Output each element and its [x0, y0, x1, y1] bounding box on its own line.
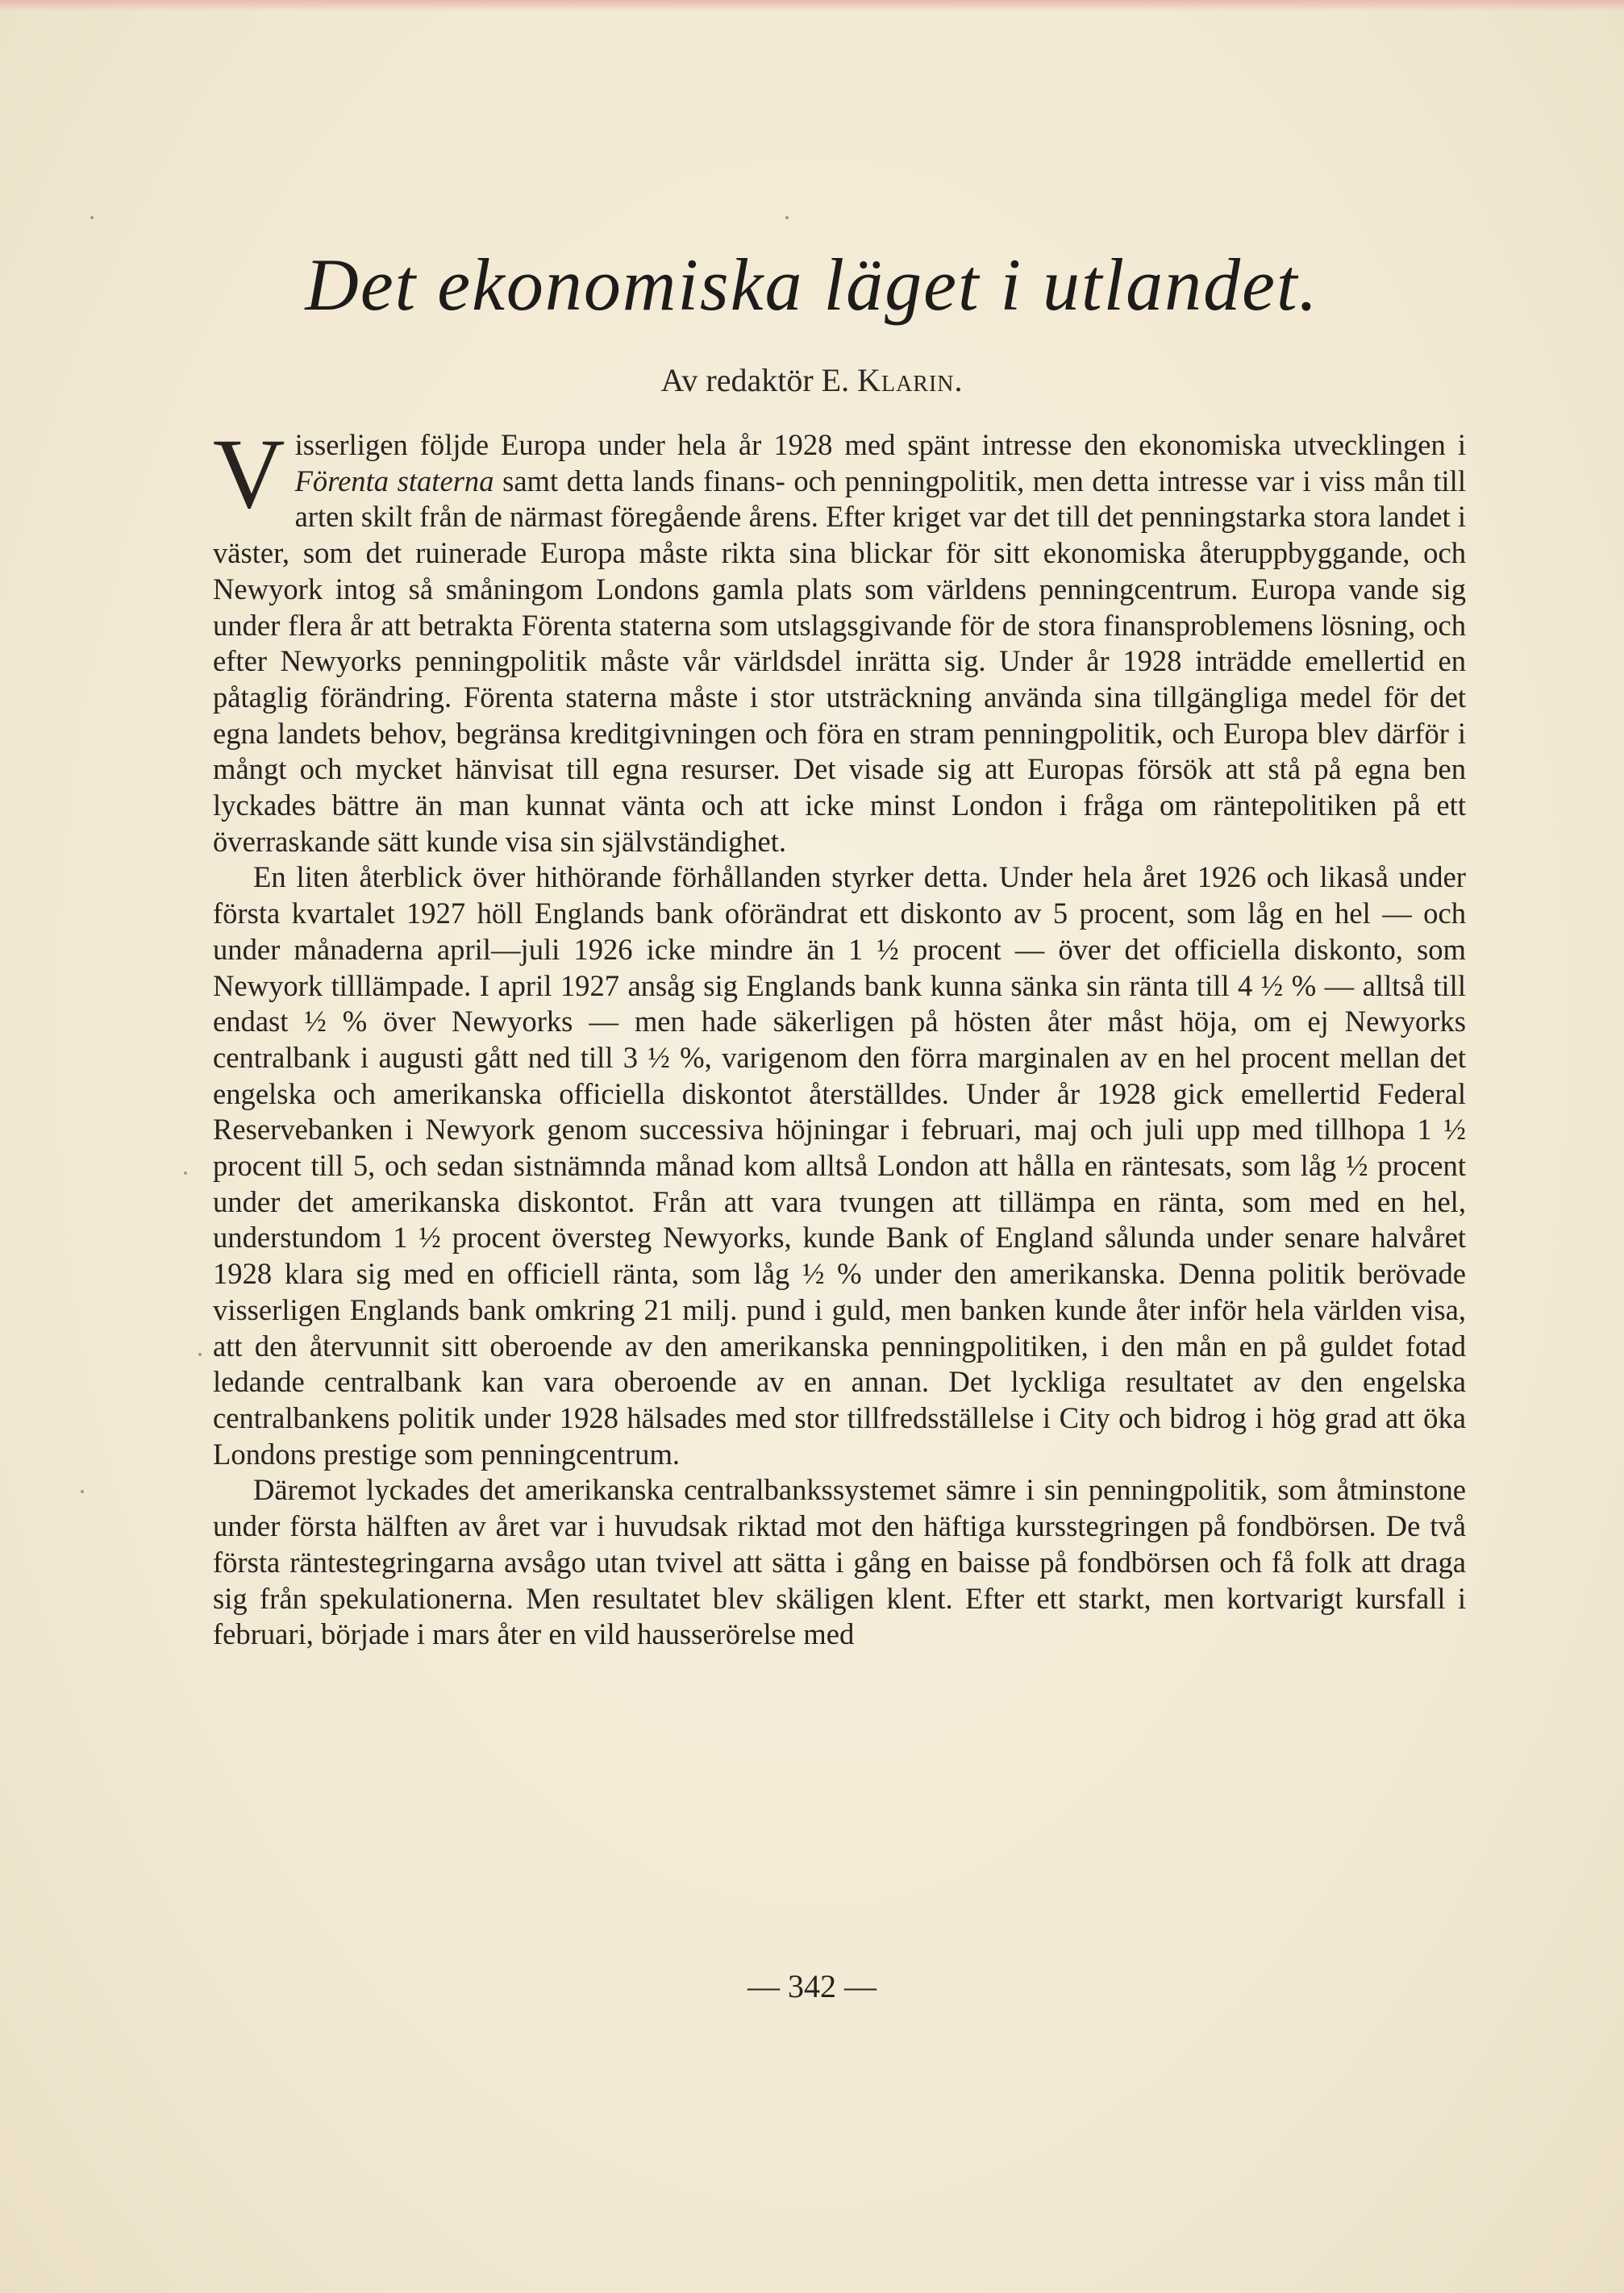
byline-prefix: Av redaktör E.	[660, 362, 858, 398]
author-name: Klarin.	[857, 362, 964, 398]
paragraph-3: Däremot lyckades det amerikanska centralbankssystemet sämre i sin penningpolitik, som åtminstone under första hälften av året var i huvudsak riktad mot den häftiga kursstegringen på fondbörsen. De två första räntestegringarna avsågo utan tvivel att sätta i gång en baisse på fondbörsen och få folk att draga sig från spekulationerna. Men resultatet blev skäligen klent. Efter ett starkt, men kortvarigt kursfall i februari, började i mars åter en vild hausserörelse med	[213, 1473, 1466, 1651]
paper-speck	[198, 1353, 202, 1356]
byline	[0, 361, 1624, 399]
paragraph-1-emphasis: Förenta staterna	[294, 464, 494, 497]
page-number: — 342 —	[747, 1968, 877, 2004]
paragraph-1	[213, 418, 1466, 859]
paper-speck	[785, 216, 789, 219]
paper-speck	[90, 216, 94, 219]
page-edge	[0, 0, 1624, 11]
article-title: Det ekonomiska läget i utlandet.	[305, 243, 1319, 326]
paragraph-1-rest: samt detta lands finans- och penningpolitik, men detta intresse var i viss mån till arten skilt från de närmast föregående årens. Efter kriget var det till det penningstarka stora landet i väster, som det ruinerade Europa måste rikta sina blickar för sitt ekonomiska återuppbyggande, och Newyork intog så småningom Londons gamla plats som världens penningcentrum. Europa vande sig under flera år att betrakta Förenta staterna som utslagsgivande för de stora finansproblemens lösning, och efter Newyorks penningpolitik måste vår världsdel inrätta sig. Under år 1928 inträdde emellertid en påtaglig förändring. Förenta staterna måste i stor utsträckning använda sina tillgängliga medel för det egna landets behov, begränsa kreditgivningen och föra en stram penningpolitik, och Europa blev därför i mångt och mycket hänvisat till egna resurser. Det visade sig att Europas försök att stå på egna ben lyckades bättre än man kunnat vänta och att icke minst London i fråga om räntepolitiken på ett överraskande sätt kunde visa sin självständighet.	[213, 464, 1466, 858]
paper-speck	[184, 1171, 187, 1175]
paragraph-2: En liten återblick över hithörande förhållanden styrker detta. Under hela året 1926 och likaså under första kvartalet 1927 höll Englands bank oförändrat ett diskonto av 5 procent, som låg en hel — och under månaderna april—juli 1926 icke mindre än 1 ½ procent — över det officiella diskonto, som Newyork tilllämpade. I april 1927 ansåg sig Englands bank kunna sänka sin ränta till 4 ½ % — alltså till endast ½ % över Newyorks — men hade säkerligen på hösten åter måst höja, om ej Newyorks centralbank i augusti gått ned till 3 ½ %, varigenom den förra marginalen av en hel procent mellan det engelska och amerikanska officiella diskontot återställdes. Under år 1928 gick emellertid Federal Reservebanken i Newyork genom successiva höjningar i februari, maj och juli upp med tillhopa 1 ½ procent till 5, och sedan sistnämnda månad kom alltså London att hålla en räntesats, som låg ½ procent under det amerikanska diskontot. Från att vara tvungen att tillämpa en ränta, som med en hel, understundom 1 ½ procent översteg Newyorks, kunde Bank of England sålunda under senare halvåret 1928 klara sig med en officiell ränta, som låg ½ % under den amerikanska. Denna politik berövade visserligen Englands bank omkring 21 milj. pund i guld, men banken kunde åter inför hela världen visa, att den återvunnit sitt oberoende av den amerikanska penningpolitiken, i den mån en på guldet fotad ledande centralbank kan vara oberoende av en annan. Det lyckliga resultatet av den engelska centralbankens politik under 1928 hälsades med stor tillfredsställelse i City och bidrog i hög grad att öka Londons prestige som penningcentrum.	[213, 860, 1466, 1471]
drop-cap: V	[213, 418, 285, 529]
paper-speck	[81, 1490, 84, 1493]
article-body	[213, 418, 1466, 1653]
paragraph-1-lead: isserligen följde Europa under hela år 1928 med spänt intresse den ekonomiska utvecklingen i	[294, 428, 1466, 461]
